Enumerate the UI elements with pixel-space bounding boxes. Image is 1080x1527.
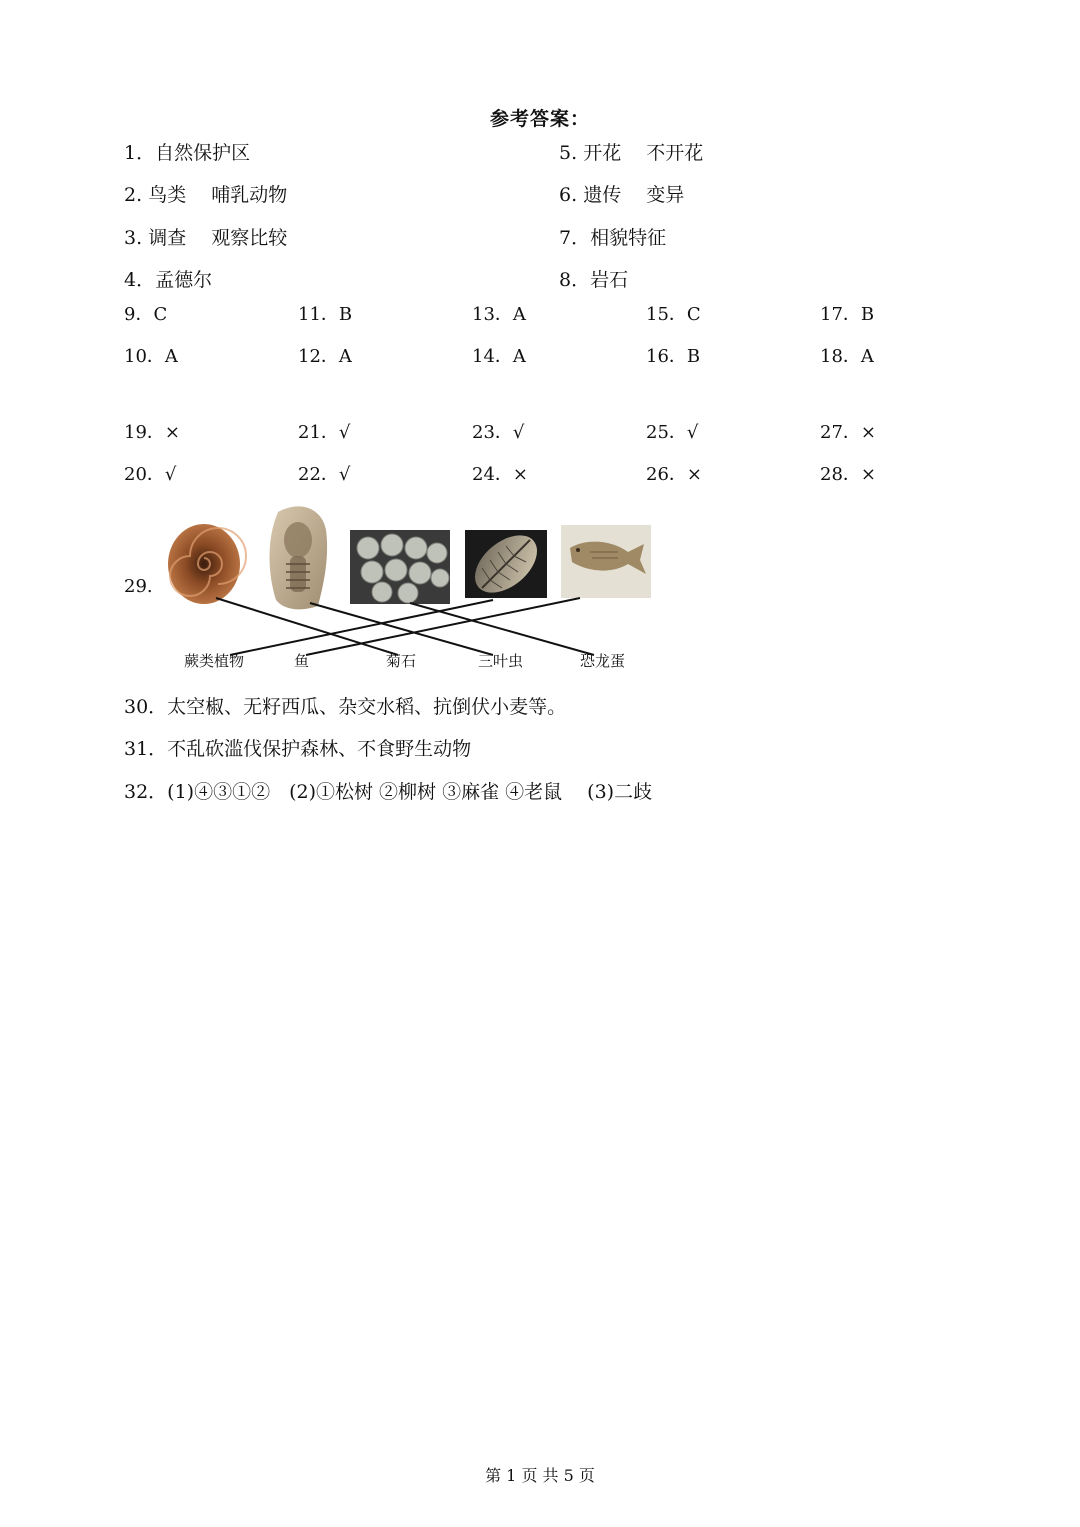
line-trilobite-to-trilobite-label	[310, 603, 493, 655]
line-fish-to-fish-label	[306, 598, 580, 655]
answer-3: 3. 调查 观察比较	[124, 227, 288, 249]
matching-lines	[216, 598, 594, 655]
page-title: 参考答案：	[489, 108, 590, 130]
trilobite-fossil-image	[270, 506, 328, 609]
answer-1: 1．自然保护区	[124, 142, 251, 164]
fossil-matching-figure	[0, 0, 1080, 700]
answer-16: 16．B	[646, 346, 701, 367]
answer-22: 22．√	[298, 464, 351, 485]
answer-5: 5. 开花 不开花	[559, 142, 704, 164]
fish-fossil-image	[561, 525, 651, 598]
answer-14: 14．A	[472, 346, 526, 367]
answer-30: 30．太空椒、无籽西瓜、杂交水稻、抗倒伏小麦等。	[124, 696, 567, 718]
answer-7: 7．相貌特征	[559, 227, 667, 249]
answer-13: 13．A	[472, 304, 526, 325]
answer-10: 10．A	[124, 346, 178, 367]
answer-23: 23．√	[472, 422, 525, 443]
answer-15: 15．C	[646, 304, 701, 325]
answer-17: 17．B	[820, 304, 875, 325]
answer-6: 6. 遗传 变异	[559, 184, 685, 206]
label-fish: 鱼	[294, 652, 310, 670]
line-fern-to-fern-label	[230, 600, 493, 655]
answer-26: 26．×	[646, 464, 702, 485]
page-footer: 第 1 页 共 5 页	[485, 1466, 595, 1485]
fern-fossil-image	[464, 524, 547, 604]
answer-18: 18．A	[820, 346, 874, 367]
label-fern: 蕨类植物	[184, 652, 245, 670]
answer-4: 4．孟德尔	[124, 269, 213, 291]
answer-27: 27．×	[820, 422, 876, 443]
answer-28: 28．×	[820, 464, 876, 485]
dinosaur-eggs-fossil-image	[350, 530, 450, 604]
answer-11: 11．B	[298, 304, 353, 325]
answer-24: 24．×	[472, 464, 528, 485]
answer-21: 21．√	[298, 422, 351, 443]
answer-2: 2. 鸟类 哺乳动物	[124, 184, 288, 206]
answer-25: 25．√	[646, 422, 699, 443]
answer-29-number: 29.	[124, 576, 153, 597]
label-dinosaur-eggs: 恐龙蛋	[580, 652, 626, 670]
label-ammonite: 菊石	[386, 652, 417, 670]
answer-32: 32．(1)④③①② (2)①松树 ②柳树 ③麻雀 ④老鼠 (3)二歧	[124, 781, 653, 803]
answer-8: 8．岩石	[559, 269, 629, 291]
answer-31: 31．不乱砍滥伐保护森林、不食野生动物	[124, 738, 472, 760]
answer-12: 12．A	[298, 346, 352, 367]
ammonite-fossil-image	[168, 524, 246, 604]
answer-9: 9．C	[124, 304, 168, 325]
label-trilobite: 三叶虫	[478, 652, 524, 670]
answer-20: 20．√	[124, 464, 177, 485]
answer-19: 19．×	[124, 422, 180, 443]
